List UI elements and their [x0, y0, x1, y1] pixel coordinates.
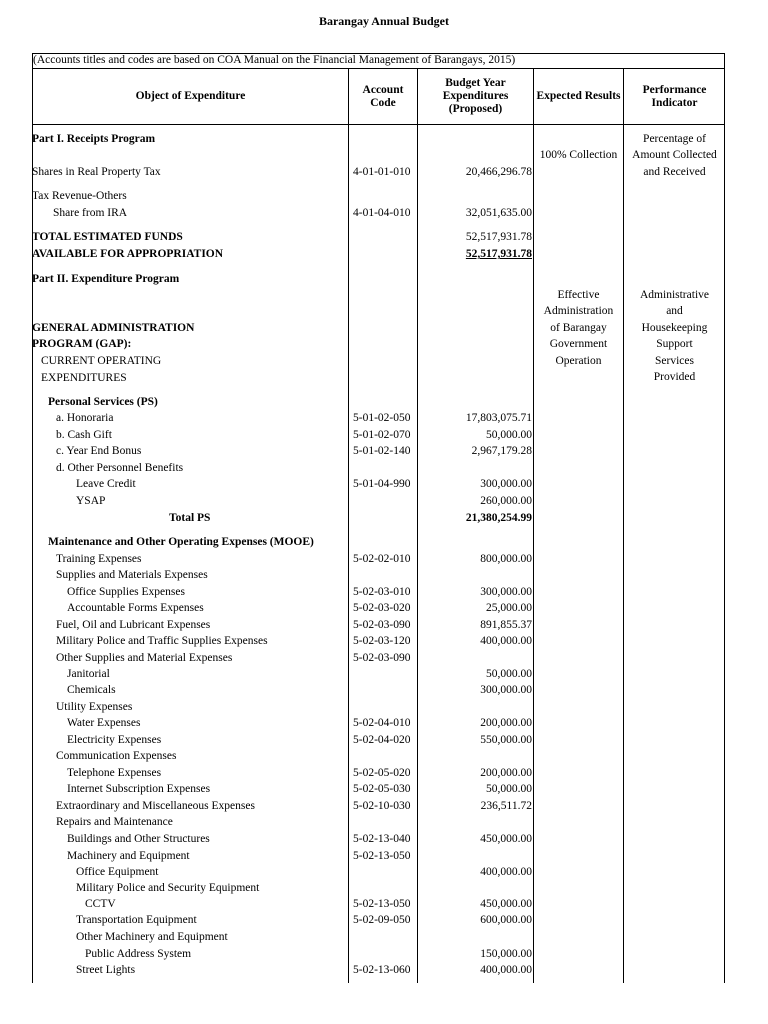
account-code: 5-02-13-060 [353, 964, 411, 976]
budget-amount: 260,000.00 [480, 495, 532, 507]
header-budget-label: Budget Year Expenditures (Proposed) [442, 77, 509, 115]
budget-amount: 400,000.00 [480, 866, 532, 878]
expenditure-item-label: Street Lights [76, 964, 136, 976]
expenditure-item-label: Training Expenses [56, 553, 142, 565]
budget-amount: 800,000.00 [480, 553, 532, 565]
account-code: 5-02-05-020 [353, 767, 411, 779]
expenditure-item-label: EXPENDITURES [41, 372, 127, 384]
expenditure-item-label: Shares in Real Property Tax [32, 166, 161, 178]
part2-performance-indicator: Administrative and Housekeeping Support Services Provided [640, 289, 709, 384]
header-expected [534, 69, 623, 124]
budget-amount: 400,000.00 [480, 635, 532, 647]
account-code: 5-01-02-070 [353, 429, 411, 441]
account-code: 5-01-04-990 [353, 478, 411, 490]
budget-amount: 17,803,075.71 [465, 412, 532, 424]
budget-amount: 300,000.00 [480, 478, 532, 490]
expenditure-item-label: Public Address System [85, 948, 192, 960]
header-object [33, 69, 348, 124]
expenditure-item-label: Water Expenses [67, 717, 141, 729]
expenditure-item-label: Part II. Expenditure Program [32, 273, 180, 285]
budget-amount: 400,000.00 [480, 964, 532, 976]
budget-amount: 50,000.00 [486, 429, 532, 441]
budget-amount: 600,000.00 [480, 914, 532, 926]
expenditure-item-label: Transportation Equipment [76, 914, 197, 926]
account-code: 5-02-04-020 [353, 734, 411, 746]
account-code: 5-02-10-030 [353, 800, 411, 812]
account-code: 5-02-13-050 [353, 850, 411, 862]
header-indicator-label: Performance Indicator [642, 83, 707, 109]
budget-amount: 21,380,254.99 [465, 512, 532, 524]
expenditure-item-label: Janitorial [67, 668, 110, 680]
budget-amount: 52,517,931.78 [465, 231, 532, 243]
expenditure-item-label: Office Supplies Expenses [67, 586, 185, 598]
table-note: (Accounts titles and codes are based on COA Manual on the Financial Management of Barangays, 2015) [32, 53, 725, 69]
account-code: 4-01-01-010 [353, 166, 411, 178]
expenditure-item-label: Other Supplies and Material Expenses [56, 652, 233, 664]
expenditure-item-label: Internet Subscription Expenses [67, 783, 211, 795]
expenditure-item-label: d. Other Personnel Benefits [56, 462, 184, 474]
budget-amount: 200,000.00 [480, 767, 532, 779]
expenditure-item-label: Communication Expenses [56, 750, 177, 762]
expenditure-item-label: b. Cash Gift [56, 429, 112, 441]
expenditure-item-label: Repairs and Maintenance [56, 816, 173, 828]
expenditure-item-label: c. Year End Bonus [56, 445, 142, 457]
expenditure-item-label: Extraordinary and Miscellaneous Expenses [56, 800, 255, 812]
account-code: 5-02-09-050 [353, 914, 411, 926]
expenditure-item-label: PROGRAM (GAP): [32, 338, 132, 350]
account-code: 5-02-03-020 [353, 602, 411, 614]
account-code: 5-01-02-050 [353, 412, 411, 424]
expenditure-item-label: Machinery and Equipment [67, 850, 190, 862]
part1-expected-results: 100% Collection [539, 149, 618, 161]
budget-amount: 25,000.00 [486, 602, 532, 614]
expenditure-item-label: Tax Revenue-Others [32, 190, 127, 202]
part2-expected-results: Effective Administration of Barangay Government Operation [543, 289, 614, 367]
expenditure-item-label: AVAILABLE FOR APPROPRIATION [32, 248, 224, 260]
budget-amount: 550,000.00 [480, 734, 532, 746]
expenditure-item-label: Personal Services (PS) [48, 396, 158, 408]
expenditure-item-label: Leave Credit [76, 478, 136, 490]
account-code: 5-02-03-090 [353, 652, 411, 664]
column-divider [417, 69, 418, 983]
budget-amount: 50,000.00 [486, 783, 532, 795]
budget-amount: 20,466,296.78 [465, 166, 532, 178]
account-code: 5-02-04-010 [353, 717, 411, 729]
expenditure-item-label: Office Equipment [76, 866, 159, 878]
account-code: 5-02-05-030 [353, 783, 411, 795]
expenditure-item-label: Part I. Receipts Program [32, 133, 156, 145]
expenditure-item-label: Electricity Expenses [67, 734, 162, 746]
column-divider [348, 69, 349, 983]
budget-amount: 236,511.72 [480, 800, 532, 812]
account-code: 4-01-04-010 [353, 207, 411, 219]
expenditure-item-label: Share from IRA [53, 207, 128, 219]
expenditure-item-label: Other Machinery and Equipment [76, 931, 228, 943]
expenditure-item-label: YSAP [76, 495, 106, 507]
page-title: Barangay Annual Budget [318, 14, 450, 28]
budget-amount: 200,000.00 [480, 717, 532, 729]
expenditure-item-label: Utility Expenses [56, 701, 133, 713]
budget-amount: 150,000.00 [480, 948, 532, 960]
header-code [349, 69, 417, 124]
column-divider [533, 69, 534, 983]
expenditure-item-label: Military Police and Traffic Supplies Expenses [56, 635, 268, 647]
budget-amount: 32,051,635.00 [465, 207, 532, 219]
part1-performance-indicator: Percentage of Amount Collected and Received [632, 133, 717, 178]
expenditure-item-label: TOTAL ESTIMATED FUNDS [32, 231, 183, 243]
expenditure-item-label: GENERAL ADMINISTRATION [32, 322, 195, 334]
expenditure-item-label: a. Honoraria [56, 412, 114, 424]
budget-amount: 300,000.00 [480, 586, 532, 598]
account-code: 5-02-03-120 [353, 635, 411, 647]
expenditure-item-label: Buildings and Other Structures [67, 833, 210, 845]
account-code: 5-02-02-010 [353, 553, 411, 565]
account-code: 5-01-02-140 [353, 445, 411, 457]
expenditure-item-label: CURRENT OPERATING [41, 355, 162, 367]
budget-amount: 2,967,179.28 [471, 445, 532, 457]
expenditure-item-label: Total PS [169, 512, 211, 524]
account-code: 5-02-03-090 [353, 619, 411, 631]
budget-amount: 52,517,931.78 [465, 248, 532, 260]
account-code: 5-02-13-050 [353, 898, 411, 910]
budget-amount: 450,000.00 [480, 898, 532, 910]
budget-amount: 891,855.37 [480, 619, 532, 631]
expenditure-item-label: Maintenance and Other Operating Expenses (MOOE) [48, 536, 314, 548]
expenditure-item-label: Accountable Forms Expenses [67, 602, 204, 614]
header-indicator [624, 69, 725, 124]
header-expected-label: Expected Results [536, 90, 621, 102]
budget-amount: 300,000.00 [480, 684, 532, 696]
expenditure-item-label: Fuel, Oil and Lubricant Expenses [56, 619, 211, 631]
header-object-label: Object of Expenditure [135, 90, 246, 102]
expenditure-item-label: Supplies and Materials Expenses [56, 569, 208, 581]
expenditure-item-label: Chemicals [67, 684, 116, 696]
expenditure-item-label: Military Police and Security Equipment [76, 882, 260, 894]
budget-amount: 450,000.00 [480, 833, 532, 845]
column-divider [623, 69, 624, 983]
expenditure-item-label: Telephone Expenses [67, 767, 162, 779]
header-code-label: Account Code [362, 83, 404, 109]
expenditure-item-label: CCTV [85, 898, 116, 910]
header-budget [418, 69, 533, 124]
header-divider [32, 124, 725, 125]
account-code: 5-02-13-040 [353, 833, 411, 845]
budget-amount: 50,000.00 [486, 668, 532, 680]
account-code: 5-02-03-010 [353, 586, 411, 598]
